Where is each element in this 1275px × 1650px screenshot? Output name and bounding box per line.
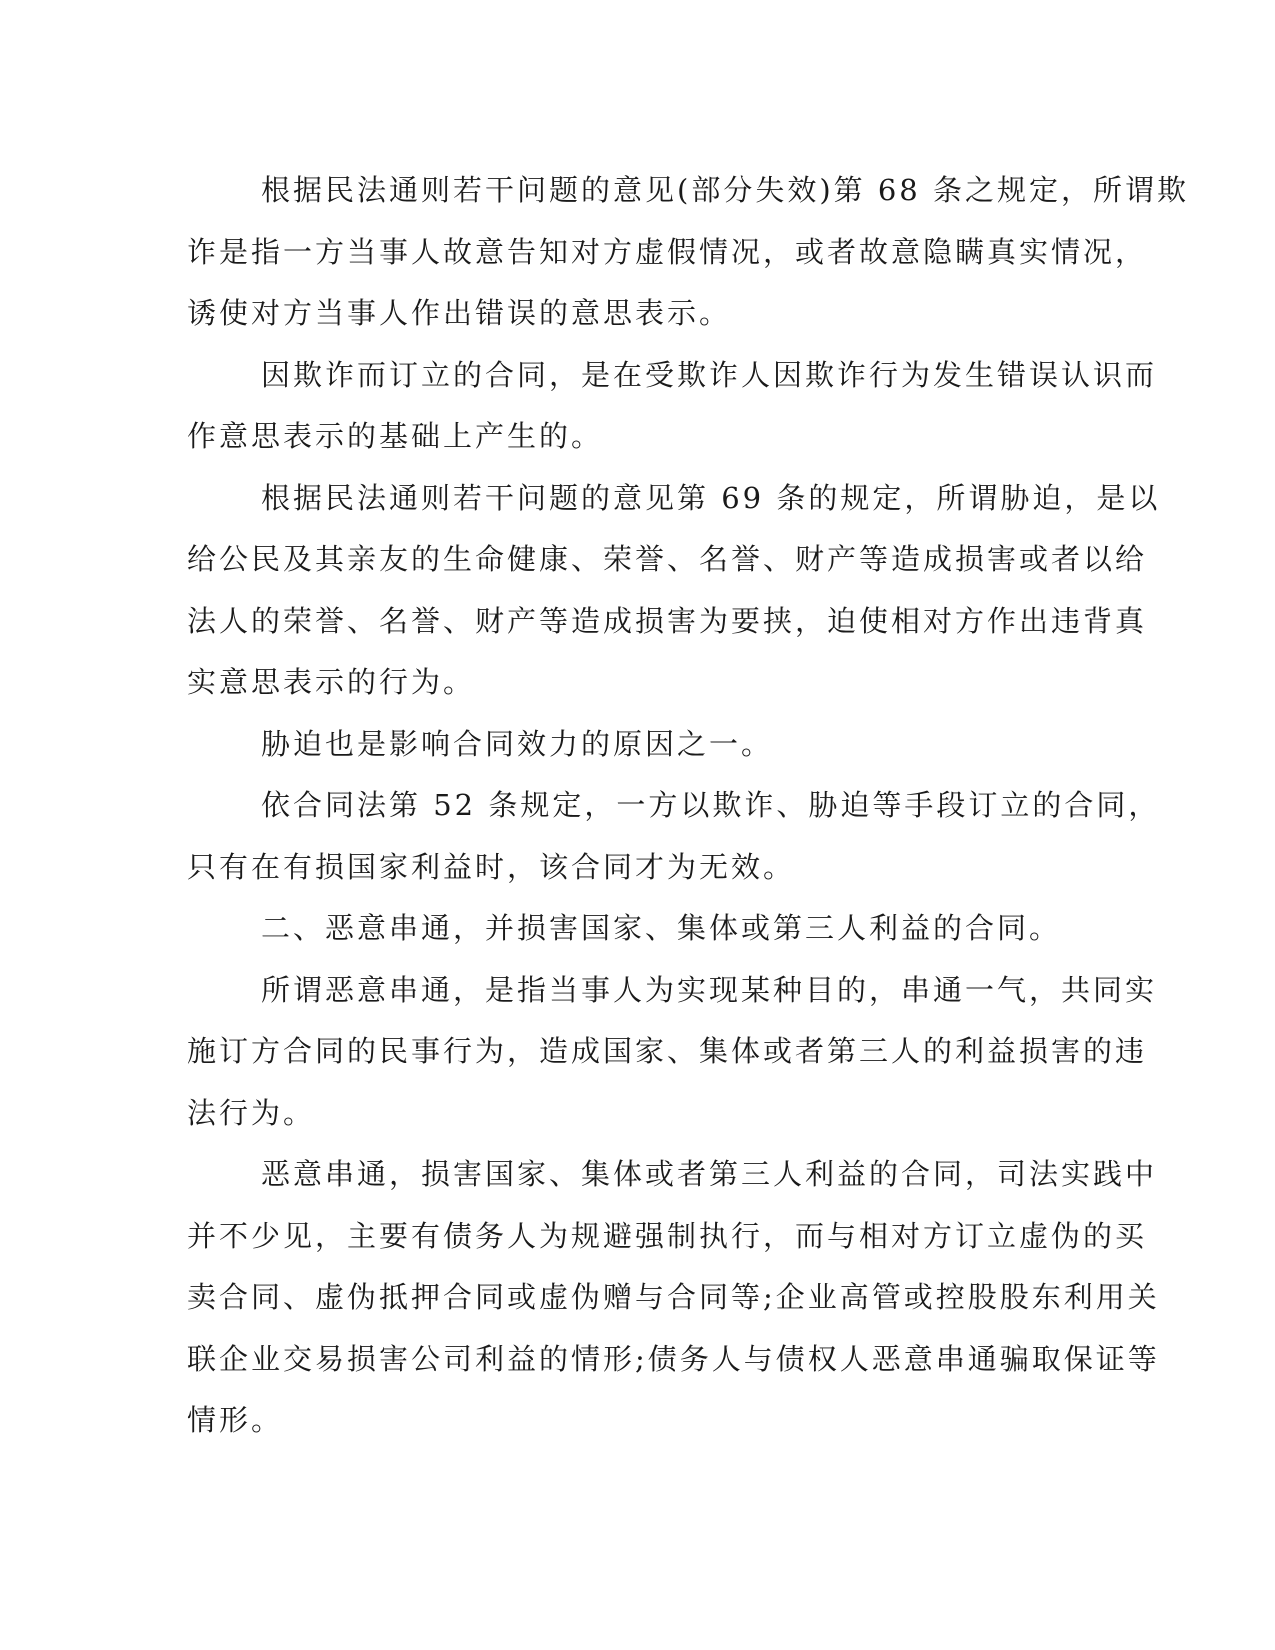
text-line: 并不少见，主要有债务人为规避强制执行，而与相对方订立虚伪的买	[187, 1218, 1148, 1253]
text-line: 卖合同、虚伪抵押合同或虚伪赠与合同等;企业高管或控股股东利用关	[187, 1280, 1160, 1314]
text-line: 胁迫也是影响合同效力的原因之一。	[261, 726, 774, 761]
document-body	[187, 160, 1189, 1452]
text-line: 诱使对方当事人作出错误的意思表示。	[187, 296, 732, 330]
text-line: 只有在有损国家利益时，该合同才为无效。	[187, 849, 796, 884]
text-line: 所谓恶意串通，是指当事人为实现某种目的，串通一气，共同实	[261, 972, 1158, 1007]
text-line: 因欺诈而订立的合同，是在受欺诈人因欺诈行为发生错误认识而	[261, 357, 1158, 392]
text-line: 实意思表示的行为。	[187, 665, 476, 699]
text-line: 根据民法通则若干问题的意见(部分失效)第 68 条之规定，所谓欺	[261, 173, 1189, 207]
text-line: 二、恶意串通，并损害国家、集体或第三人利益的合同。	[261, 911, 1062, 945]
text-line: 施订方合同的民事行为，造成国家、集体或者第三人的利益损害的违	[187, 1034, 1148, 1068]
text-line: 给公民及其亲友的生命健康、荣誉、名誉、财产等造成损害或者以给	[187, 542, 1148, 576]
text-line: 根据民法通则若干问题的意见第 69 条的规定，所谓胁迫，是以	[261, 480, 1161, 515]
text-line: 情形。	[187, 1403, 284, 1437]
text-line: 法人的荣誉、名誉、财产等造成损害为要挟，迫使相对方作出违背真	[187, 603, 1148, 638]
text-line: 恶意串通，损害国家、集体或者第三人利益的合同，司法实践中	[261, 1157, 1158, 1191]
text-line: 诈是指一方当事人故意告知对方虚假情况，或者故意隐瞒真实情况，	[187, 234, 1148, 269]
text-line: 法行为。	[187, 1095, 316, 1130]
text-line: 作意思表示的基础上产生的。	[187, 419, 604, 453]
text-line: 联企业交易损害公司利益的情形;债务人与债权人恶意串通骗取保证等	[187, 1341, 1160, 1376]
text-line: 依合同法第 52 条规定，一方以欺诈、胁迫等手段订立的合同，	[261, 788, 1161, 822]
